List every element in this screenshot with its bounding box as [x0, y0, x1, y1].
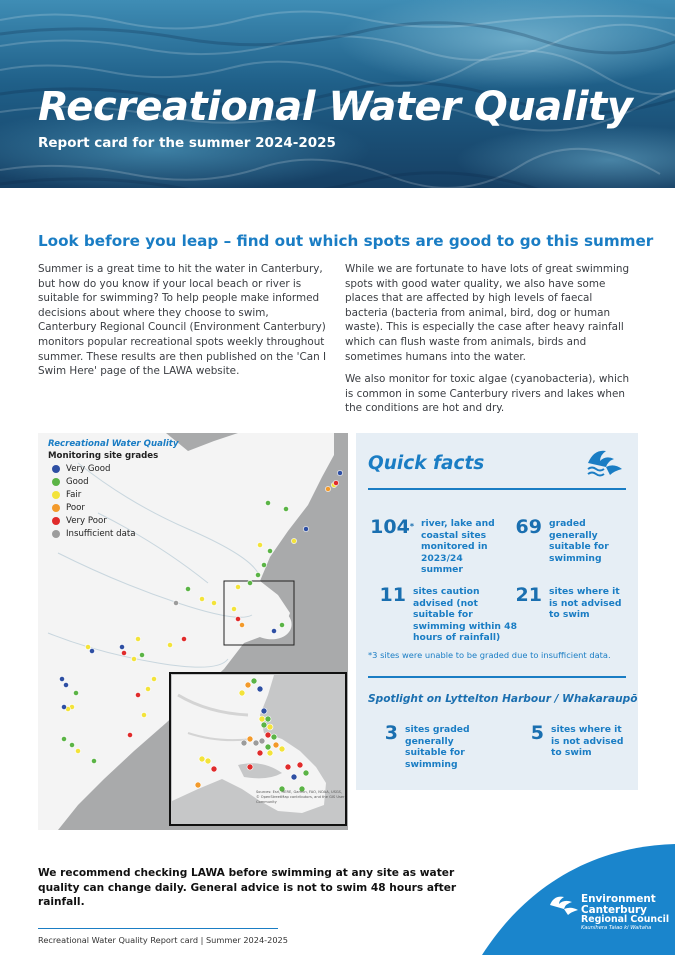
footnote-mark: *: [409, 522, 414, 531]
legend-subtitle: Monitoring site grades: [48, 451, 159, 461]
intro-paragraph: Summer is a great time to hit the water in Canterbury, but how do you know if your local beach or river is suitable for swimming? To help people make informed decisions about where they choose to swim, Canterbury Regional Council (Environment Canterbury) monitors popular recreational spots weekly throughout summer. These results are then published on the 'Can I Swim Here' page of the LAWA website.: [38, 263, 327, 378]
legend-title: Recreational Water Quality: [48, 439, 179, 449]
fact-text: river, lake and coastal sites monitored in 2023/24 summer: [421, 518, 495, 576]
logo-line: Regional Council: [581, 914, 670, 925]
footnote: *3 sites were unable to be graded due to insufficient data.: [368, 650, 611, 660]
legend-label: Poor: [66, 503, 85, 513]
quick-facts-title: Quick facts: [368, 453, 485, 474]
fact-text: sites graded generally suitable for swimming: [405, 724, 470, 770]
logo-wordmark: [581, 894, 669, 926]
environment-canterbury-logo-icon: [548, 893, 580, 915]
page-title: Recreational Water Quality: [38, 84, 633, 130]
fact-number: 21: [515, 584, 542, 606]
legend-label: Very Poor: [66, 516, 107, 526]
intro-paragraph: While we are fortunate to have lots of great swimming spots with good water quality, we also have some places that are affected by high levels of faecal bacteria (bacteria from animal, bird, dog or human waste). This is especially the case after heavy rainfall which can flush waste from animals, birds and sometimes humans into the water.: [345, 263, 630, 363]
recommendation-text: We recommend checking LAWA before swimming at any site as water quality can change daily. General advice is not to swim 48 hours after rainfall.: [38, 867, 457, 908]
fact-text: sites where it is not advised to swim: [551, 724, 624, 759]
fact-text: graded generally suitable for swimming: [549, 518, 609, 564]
legend-label: Good: [66, 477, 89, 487]
spotlight-title: Spotlight on Lyttelton Harbour / Whakaraupō: [368, 693, 638, 705]
legend-label: Insufficient data: [66, 529, 136, 539]
fact-number: 69: [515, 516, 542, 538]
map-credit: Sources: Esri, HERE, Garmin, FAO, NOAA, USGS, © OpenStreetMap contributors, and the GIS User Community: [256, 790, 345, 804]
footer-page-label: Recreational Water Quality Report card | Summer 2024-2025: [38, 935, 288, 945]
page-subtitle: Report card for the summer 2024-2025: [38, 135, 336, 151]
section-heading: Look before you leap – find out which spots are good to go this summer: [38, 232, 654, 250]
fact-number: 11: [379, 584, 406, 606]
logo-line: Canterbury: [581, 903, 647, 916]
legend-label: Very Good: [66, 464, 111, 474]
logo-line: Environment: [581, 893, 656, 905]
fact-number: 5: [530, 722, 544, 744]
fact-text: sites where it is not advised to swim: [549, 586, 622, 621]
fact-number: 3: [384, 722, 398, 744]
logo-tagline: Kaunihera Taiao ki Waitaha: [581, 925, 652, 931]
intro-paragraph: We also monitor for toxic algae (cyanobacteria), which is common in some Canterbury rivers and lakes when the conditions are hot and dry.: [345, 373, 630, 415]
legend-label: Fair: [66, 490, 82, 500]
fact-number: 104: [370, 516, 410, 538]
fact-text: sites caution advised (not suitable for swimming within 48 hours of rainfall): [413, 586, 517, 644]
